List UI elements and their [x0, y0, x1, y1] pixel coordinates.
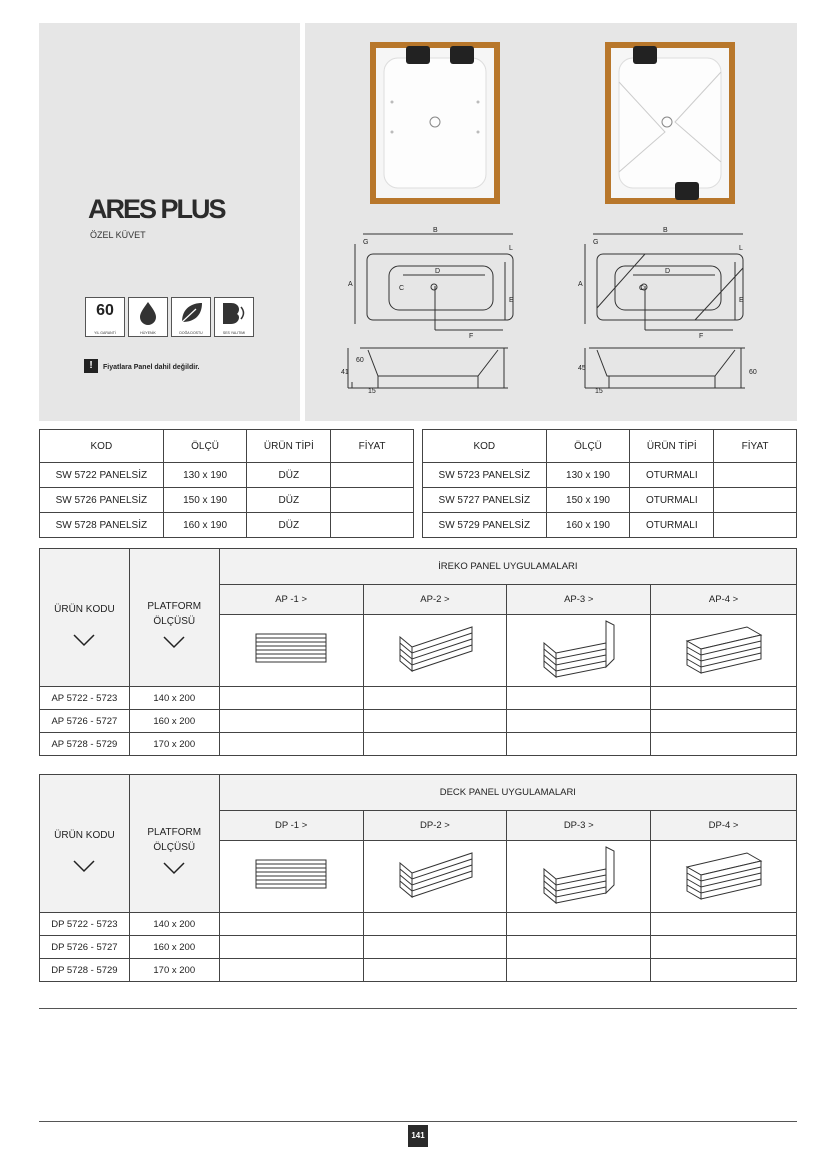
cell: [363, 733, 507, 756]
section-title: DECK PANEL UYGULAMALARI: [219, 775, 796, 811]
panel-type: AP -1 >: [219, 585, 363, 615]
col1-label: ÜRÜN KODU: [54, 829, 115, 841]
panel-type: AP-2 >: [363, 585, 507, 615]
col-header: KOD: [40, 430, 164, 463]
chevron-down-icon: [130, 861, 219, 878]
product-code-header: [40, 775, 130, 913]
product-price: [331, 513, 414, 538]
table-row: [40, 463, 414, 488]
chevron-down-icon: [130, 635, 219, 652]
product-type: OTURMALI: [630, 513, 714, 538]
drop-shape: [129, 298, 167, 328]
panel-code: AP 5722 - 5723: [40, 687, 130, 710]
panel-type: DP-3 >: [507, 811, 651, 841]
hygienic-drop-icon: [128, 297, 168, 337]
table-row: [423, 513, 797, 538]
col-header: KOD: [423, 430, 547, 463]
dim-e: E: [739, 297, 744, 304]
platform-size-header: [129, 775, 219, 913]
cell: [507, 733, 651, 756]
product-table-seated: [422, 429, 797, 538]
dim-b: B: [433, 227, 438, 234]
panel-type: DP -1 >: [219, 811, 363, 841]
bathtub-photo-straight: [370, 42, 500, 204]
side-h1: 60: [749, 369, 757, 376]
leaf-shape: [172, 298, 210, 328]
panel-image-2: [363, 841, 507, 913]
cell: [507, 710, 651, 733]
warning-icon: !: [84, 359, 98, 373]
product-price: [331, 488, 414, 513]
col-header: ÜRÜN TİPİ: [247, 430, 331, 463]
product-price: [331, 463, 414, 488]
panel-image-4: [651, 841, 797, 913]
product-size: 150 x 190: [163, 488, 247, 513]
sound-shape: [215, 298, 253, 328]
warranty-years: 60: [96, 302, 114, 319]
dim-g: G: [593, 239, 599, 246]
table-row: [40, 733, 797, 756]
product-code: SW 5723 PANELSİZ: [423, 463, 547, 488]
product-type: DÜZ: [247, 513, 331, 538]
table-row: [423, 463, 797, 488]
platform-size: 170 x 200: [129, 959, 219, 982]
cell: [507, 687, 651, 710]
panel-image-3: [507, 841, 651, 913]
panel-image-3: [507, 615, 651, 687]
side-h1: 60: [356, 357, 364, 364]
dim-a: A: [348, 281, 353, 288]
col-header: ÖLÇÜ: [163, 430, 247, 463]
panel-image-1: [219, 841, 363, 913]
dim-l: L: [739, 245, 743, 252]
divider: [39, 1121, 797, 1122]
side-h2: 41: [341, 369, 349, 376]
col-header: FİYAT: [714, 430, 797, 463]
panel-code: DP 5726 - 5727: [40, 936, 130, 959]
product-size: 160 x 190: [546, 513, 630, 538]
plan-drawing-seated: [575, 222, 755, 340]
cell: [651, 913, 797, 936]
cell: [507, 959, 651, 982]
cell: [651, 959, 797, 982]
dim-g: G: [363, 239, 369, 246]
product-code: SW 5726 PANELSİZ: [40, 488, 164, 513]
platform-size: 160 x 200: [129, 936, 219, 959]
table-row: [40, 687, 797, 710]
product-code: SW 5729 PANELSİZ: [423, 513, 547, 538]
side-drawing-straight: [338, 340, 528, 398]
product-size: 130 x 190: [546, 463, 630, 488]
feature-label: YIL GARANTİ: [94, 331, 116, 335]
plan-drawing-straight: [345, 222, 525, 340]
dim-b: B: [663, 227, 668, 234]
side-base: 15: [595, 388, 603, 395]
chevron-down-icon: [40, 633, 129, 650]
product-table-straight: [39, 429, 414, 538]
col2-label-2: ÖLÇÜSÜ: [153, 616, 196, 627]
cell: [219, 687, 363, 710]
product-code: SW 5728 PANELSİZ: [40, 513, 164, 538]
cell: [651, 687, 797, 710]
panel-type: AP-3 >: [507, 585, 651, 615]
col2-label-1: PLATFORM: [147, 601, 202, 612]
table-row: [40, 513, 414, 538]
product-type: OTURMALI: [630, 488, 714, 513]
product-code: SW 5722 PANELSİZ: [40, 463, 164, 488]
page-number: 141: [408, 1125, 428, 1147]
divider: [39, 1008, 797, 1009]
product-price: [714, 513, 797, 538]
noise-reduction-icon: [214, 297, 254, 337]
cell: [363, 913, 507, 936]
feature-label: SES YALITIMI: [222, 331, 246, 335]
panel-code: DP 5722 - 5723: [40, 913, 130, 936]
panel-image-4: [651, 615, 797, 687]
product-price: [714, 488, 797, 513]
product-code: SW 5727 PANELSİZ: [423, 488, 547, 513]
warranty-60-icon: [85, 297, 125, 337]
dim-a: A: [578, 281, 583, 288]
cell: [651, 733, 797, 756]
side-h2: 45: [578, 365, 586, 372]
cell: [507, 913, 651, 936]
platform-size: 140 x 200: [129, 913, 219, 936]
panel-code: AP 5726 - 5727: [40, 710, 130, 733]
cell: [219, 959, 363, 982]
side-base: 15: [368, 388, 376, 395]
product-type: DÜZ: [247, 488, 331, 513]
ireko-panel-table: [39, 548, 797, 756]
product-size: 160 x 190: [163, 513, 247, 538]
table-row: [40, 936, 797, 959]
product-title: ARES PLUS: [88, 194, 225, 224]
table-row: [40, 913, 797, 936]
cell: [507, 936, 651, 959]
side-drawing-seated: [575, 340, 765, 398]
dim-c: C: [639, 285, 645, 292]
panel-type: DP-2 >: [363, 811, 507, 841]
col-header: FİYAT: [331, 430, 414, 463]
dim-c: C: [399, 285, 405, 292]
product-subtitle: ÖZEL KÜVET: [90, 230, 146, 240]
product-size: 150 x 190: [546, 488, 630, 513]
cell: [363, 687, 507, 710]
cell: [363, 936, 507, 959]
cell: [651, 936, 797, 959]
panel-type: DP-4 >: [651, 811, 797, 841]
table-row: [40, 959, 797, 982]
chevron-down-icon: [40, 859, 129, 876]
deck-panel-table: [39, 774, 797, 982]
col1-label: ÜRÜN KODU: [54, 603, 115, 615]
dim-d: D: [435, 268, 441, 275]
panel-code: DP 5728 - 5729: [40, 959, 130, 982]
col-header: ÖLÇÜ: [546, 430, 630, 463]
cell: [219, 710, 363, 733]
cell: [363, 710, 507, 733]
platform-size: 160 x 200: [129, 710, 219, 733]
table-row: [423, 488, 797, 513]
col2-label-2: ÖLÇÜSÜ: [153, 842, 196, 853]
cell: [219, 913, 363, 936]
platform-size-header: [129, 549, 219, 687]
feature-label: HİJYENİK: [140, 331, 156, 335]
platform-size: 140 x 200: [129, 687, 219, 710]
dim-f: F: [469, 333, 474, 340]
panel-type: AP-4 >: [651, 585, 797, 615]
section-title: İREKO PANEL UYGULAMALARI: [219, 549, 796, 585]
panel-image-1: [219, 615, 363, 687]
product-code-header: [40, 549, 130, 687]
cell: [219, 936, 363, 959]
bathtub-photo-seated: [605, 42, 735, 204]
table-row: [40, 488, 414, 513]
table-row: [40, 710, 797, 733]
feature-label: DOĞA DOSTU: [179, 331, 203, 335]
cell: [363, 959, 507, 982]
cell: [219, 733, 363, 756]
product-price: [714, 463, 797, 488]
eco-leaf-icon: [171, 297, 211, 337]
dim-e: E: [509, 297, 514, 304]
dim-d: D: [665, 268, 671, 275]
platform-size: 170 x 200: [129, 733, 219, 756]
product-size: 130 x 190: [163, 463, 247, 488]
panel-image-2: [363, 615, 507, 687]
dim-f: F: [699, 333, 704, 340]
panel-code: AP 5728 - 5729: [40, 733, 130, 756]
cell: [651, 710, 797, 733]
col2-label-1: PLATFORM: [147, 827, 202, 838]
dim-l: L: [509, 245, 513, 252]
product-type: OTURMALI: [630, 463, 714, 488]
col-header: ÜRÜN TİPİ: [630, 430, 714, 463]
product-type: DÜZ: [247, 463, 331, 488]
price-note: Fiyatlara Panel dahil değildir.: [103, 364, 200, 371]
